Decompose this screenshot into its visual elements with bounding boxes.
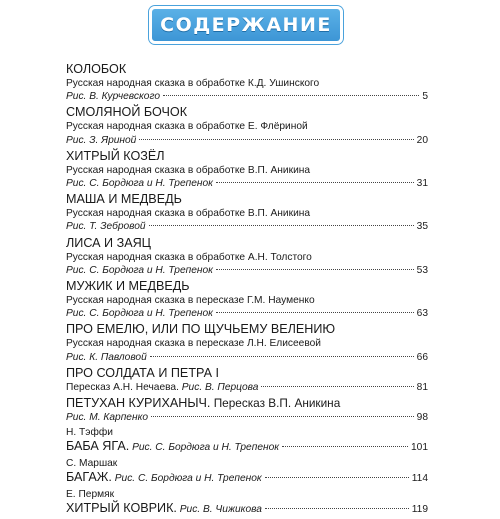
toc-entry-kolobok[interactable] <box>66 62 428 103</box>
entry-title: МАША И МЕДВЕДЬ <box>66 192 182 207</box>
dot-leader <box>139 139 413 140</box>
entry-retold: Пересказ В.П. Аникина <box>213 396 341 411</box>
toc-entry-masha-i-medved[interactable] <box>66 192 428 233</box>
entry-illustrator: Рис. В. Перцова <box>181 381 259 393</box>
toc-entry-pro-emelyu[interactable] <box>66 322 428 363</box>
page-number: 31 <box>416 178 428 190</box>
entry-illustrator: Рис. С. Бордюга и Н. Трепенок <box>66 308 213 320</box>
entry-title: СМОЛЯНОЙ БОЧОК <box>66 105 188 120</box>
entry-subtitle: Русская народная сказка в пересказе Л.Н. Елисеевой <box>66 338 321 350</box>
dot-leader <box>150 356 414 357</box>
page-number: 119 <box>411 504 428 516</box>
entry-illustrator: Рис. В. Чижикова <box>179 504 262 516</box>
entry-title: МУЖИК И МЕДВЕДЬ <box>66 279 190 294</box>
entry-subtitle: Русская народная сказка в обработке В.П. Аникина <box>66 164 311 176</box>
entry-subtitle: Русская народная сказка в обработке А.Н. Толстого <box>66 251 312 263</box>
entry-illustrator: Рис. С. Бордюга и Н. Трепенок <box>132 442 280 454</box>
entry-title: КОЛОБОК <box>66 62 127 76</box>
dot-leader <box>149 225 414 226</box>
toc-entry-khitry-kovrik[interactable] <box>66 488 428 517</box>
entry-illustrator: Рис. С. Бордюга и Н. Трепенок <box>66 264 213 276</box>
page-number: 66 <box>416 351 428 363</box>
entry-illustrator: Рис. Т. Зебровой <box>66 221 146 233</box>
toc-entry-khitry-kozel[interactable] <box>66 149 428 190</box>
dot-leader <box>151 416 414 417</box>
entry-illustrator: Рис. С. Бордюга и Н. Трепенок <box>66 178 213 190</box>
entry-author: Н. Тэффи <box>66 427 113 439</box>
page-number: 101 <box>411 442 428 454</box>
entry-title: ПРО СОЛДАТА И ПЕТРА I <box>66 365 219 380</box>
entry-title: БАГАЖ. <box>66 470 112 485</box>
entry-subtitle: Русская народная сказка в пересказе Г.М. Науменко <box>66 295 315 307</box>
dot-leader <box>282 446 408 447</box>
dot-leader <box>261 386 413 387</box>
page-number: 81 <box>416 381 428 393</box>
entry-title: ПРО ЕМЕЛЮ, ИЛИ ПО ЩУЧЬЕМУ ВЕЛЕНИЮ <box>66 322 336 337</box>
entry-title: ЛИСА И ЗАЯЦ <box>66 235 152 250</box>
dot-leader <box>265 477 409 478</box>
contents-header <box>149 6 343 44</box>
entry-illustrator: Рис. К. Павловой <box>66 351 147 363</box>
entry-illustrator: Рис. М. Карпенко <box>66 412 149 424</box>
page-number: 98 <box>416 412 428 424</box>
page-number: 63 <box>416 308 428 320</box>
entry-subtitle: Русская народная сказка в обработке К.Д. Ушинского <box>66 78 320 89</box>
entry-illustrator: Рис. В. Курчевского <box>66 91 161 103</box>
toc-entry-bagazh[interactable] <box>66 457 428 486</box>
entry-author: С. Маршак <box>66 458 118 470</box>
toc-entry-smolyanoy-bochok[interactable] <box>66 105 428 146</box>
page-number: 114 <box>411 473 428 485</box>
page-number: 5 <box>422 91 428 103</box>
dot-leader <box>216 182 414 183</box>
dot-leader <box>265 508 409 509</box>
entry-illustrator: Рис. З. Яриной <box>66 134 137 146</box>
toc-entry-lisa-i-zayats[interactable] <box>66 236 428 277</box>
entry-subtitle: Русская народная сказка в обработке Е. Флёриной <box>66 121 308 133</box>
entry-title: БАБА ЯГА. <box>66 439 130 454</box>
entry-title: ХИТРЫЙ КОВРИК. <box>66 501 177 516</box>
toc-entry-pro-soldata[interactable] <box>66 366 428 394</box>
dot-leader <box>216 312 414 313</box>
toc-entry-muzhik-i-medved[interactable] <box>66 279 428 320</box>
entry-subtitle: Русская народная сказка в обработке В.П. Аникина <box>66 208 311 220</box>
page-number: 35 <box>416 221 428 233</box>
toc-entry-petukhan[interactable] <box>66 396 428 424</box>
page-number: 20 <box>416 134 428 146</box>
entry-retold: Пересказ А.Н. Нечаева. <box>66 381 179 393</box>
entry-title: ХИТРЫЙ КОЗЁЛ <box>66 148 165 163</box>
dot-leader <box>216 269 414 270</box>
toc-entry-baba-yaga[interactable] <box>66 426 428 455</box>
entry-title: ПЕТУХАН КУРИХАНЫЧ. <box>66 396 211 411</box>
dot-leader <box>163 95 419 96</box>
page-number: 53 <box>416 264 428 276</box>
entry-illustrator: Рис. С. Бордюга и Н. Трепенок <box>114 473 262 485</box>
table-of-contents <box>66 62 428 519</box>
contents-title: СОДЕРЖАНИЕ <box>160 14 332 36</box>
entry-author: Е. Пермяк <box>66 489 115 501</box>
